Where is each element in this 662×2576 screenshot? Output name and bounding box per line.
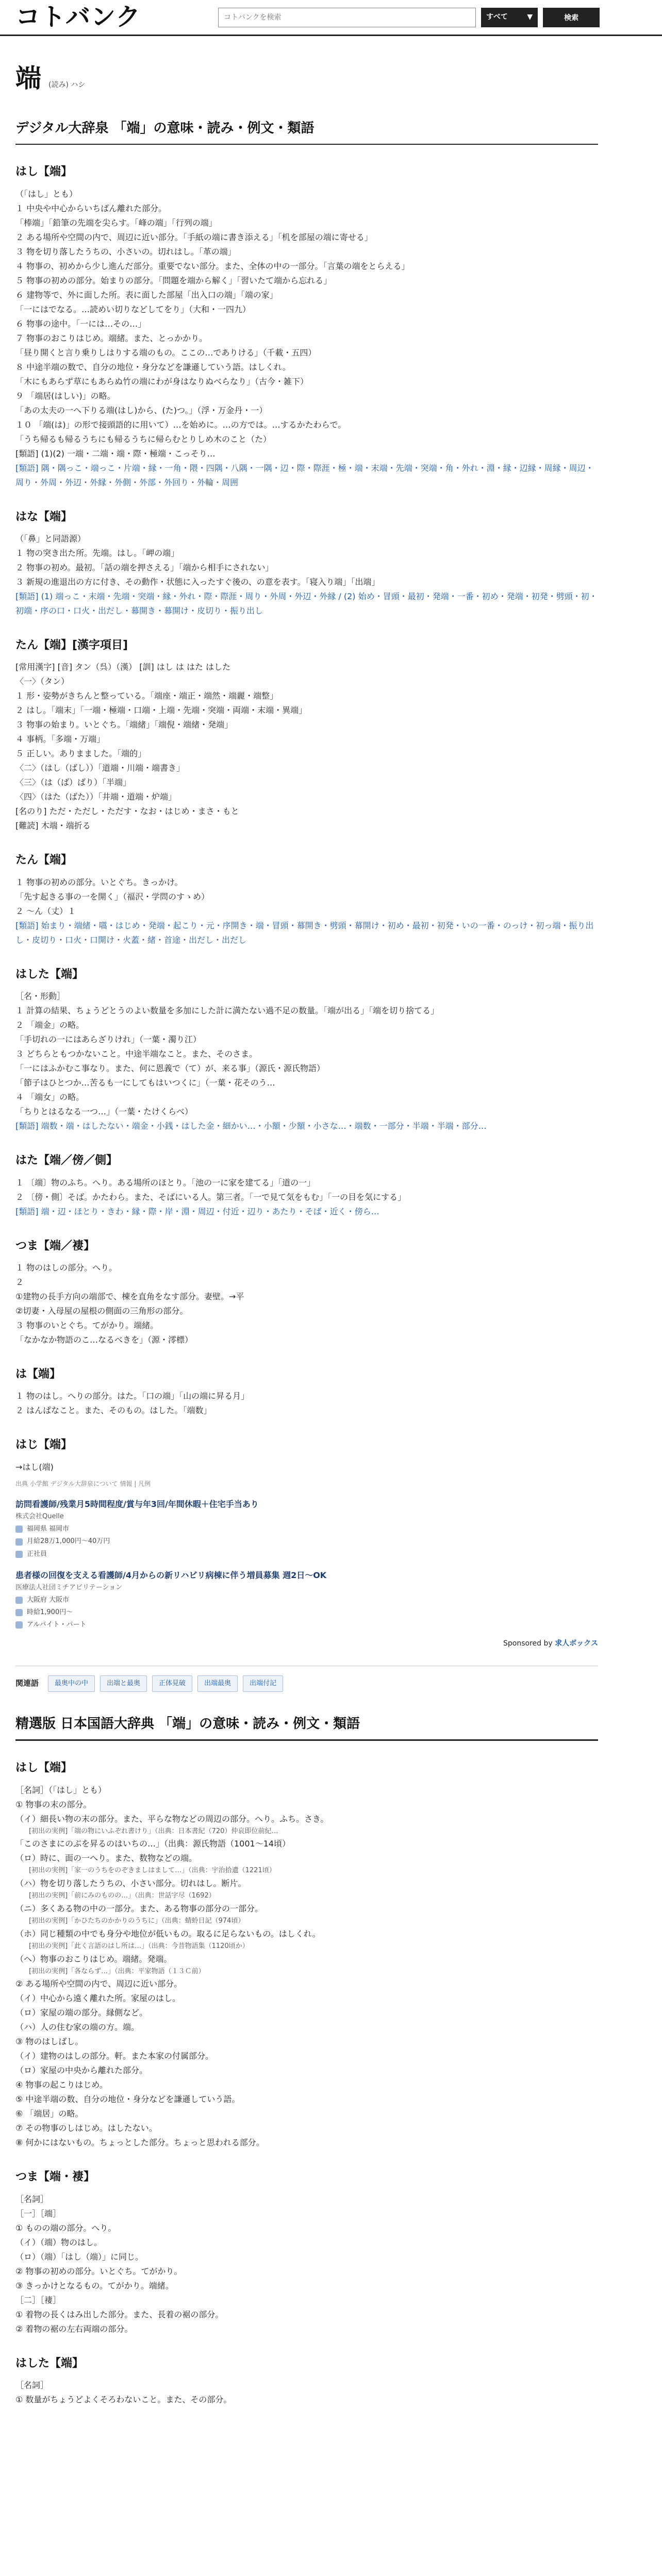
definition-line: ⑤ 中途半端の数、自分の地位・身分などを謙遜していう語。 [15,2094,240,2105]
briefcase-icon [15,1621,23,1629]
definition-line: 「木にもあらず草にもあらぬ竹の端にわが身はなりぬべらなり」（古今・雑下） [15,376,309,386]
definition-line: 〈一〉（タン） [15,676,70,687]
definition-line: ２ 〜ん（丈）１ [15,906,76,916]
definition-line: ⑥ 「端居」の略。 [15,2109,84,2119]
dictionary-section [15,1435,598,1474]
definition-line: 〈四〉（はた（ばた））「井端・道端・炉端」 [15,792,177,802]
definition-line: 「なかなか物語のこ…なるべきを」（源・澪標） [15,1334,193,1345]
search-scope-label: すべて [486,12,508,21]
related-chip[interactable]: 正体見破 [152,1675,192,1692]
dictionary-sections-2 [15,1758,598,2407]
section-body [15,1783,598,2150]
definition-line: １ 物のはし。へりの部分。はた。「口の端」「山の端に昇る月」 [15,1391,250,1401]
definition-line: 「一にはふかむこ事なり。また、何に恩義で（て）が、来る事」（源氏・源氏物語） [15,1063,325,1074]
definition-line: 「あの太夫の一へ下りる端(はし)から、(た)つ。」（浮・万金丹・一） [15,405,268,415]
sponsor-label: Sponsored by [503,1639,553,1648]
example-citation: [初出の実例]「家一のうちをのぞきましはまして…」（出典：宇治拾遺（1221頃） [29,1867,276,1875]
definition-line: ① 物事の末の部分。 [15,1799,92,1809]
definition-line: １ 中央や中心からいちばん離れた部分。 [15,203,167,213]
dictionary-title: デジタル大辞泉 「端」の意味・読み・例文・類語 [15,121,315,136]
search-button[interactable]: 検索 [543,8,600,27]
source-note: 出典 小学館 デジタル大辞泉について 情報 | 凡例 [15,1480,151,1487]
section-body [15,2378,598,2407]
section-body [15,532,598,618]
section-body [15,1261,598,1347]
definition-line: （「鼻」と同語源） [15,533,86,544]
location-icon [15,1526,23,1533]
job-type-text: 正社員 [27,1550,47,1558]
definition-line: ２ 〔傍・側〕そば。かたわら。また、そばにいる人。第三者。「一で見て気をもむ」「一の目を気にする」 [15,1192,406,1202]
definition-line: １０ 「端(は)」の形で接頭語的に用いて）…を始めに。…の方では。…するかたわらで。 [15,419,346,430]
definition-line: １ 物のはしの部分。へり。 [15,1262,118,1273]
definition-line: ⑦ その物事のしはじめ。はしたない。 [15,2123,157,2133]
job-type [15,1619,598,1631]
definition-line: ② 物事の初めの部分。いとぐち。てがかり。 [15,2266,183,2276]
definition-line: 「うち帰るも帰るうちにも帰るうちに帰らむとりしめ木のこと（た） [15,434,272,444]
definition-line: 「昼り開くと言り乗りしはりする端のもの。ここの…でありける」（千載・五四） [15,347,317,358]
sponsor-line [15,1638,598,1650]
section-heading: は【端】 [15,1367,61,1381]
yen-icon [15,1538,23,1546]
definition-line: 「ちりとはるなる一つ…」（一葉・たけくらべ） [15,1107,193,1117]
definition-line: （ロ）（端）「はし（端）」に同じ。 [15,2251,144,2262]
dictionary-section [15,1151,598,1218]
section-body [15,1460,598,1475]
section-heading: はた【端／傍／側】 [15,1154,118,1167]
related-words[interactable]: [類語] 端数・端・はしたない・端金・小銭・はした金・細かい…・小額・少額・小さな…・端数・一部分・半端・半端・部分… [15,1121,487,1131]
definition-line: ［名詞］ [15,2380,49,2391]
definition-line: 〈二〉（はし（ばし））「道端・川端・端書き」 [15,763,185,773]
section-heading: はし【端】 [15,1761,73,1775]
section-heading: たん【端】 [15,854,73,867]
job-ad [15,1497,598,1560]
job-title-link[interactable]: 患者様の回復を支える看護師/4月からの新リハビリ病棟に伴う増員募集 週2日〜OK [15,1570,327,1580]
definition-line: [常用漢字] [音] タン（呉）（漢） [訓] はし は はた はした [15,662,231,672]
section-body [15,1176,598,1219]
definition-line: １ 形・姿勢がきちんと整っている。「端座・端正・端然・端麗・端整」 [15,691,278,701]
definition-line: ［名詞］ [15,2194,49,2204]
definition-line: ６ 物事の途中。「一には…その…」 [15,318,146,329]
definition-line: （イ）細長い物の末の部分。また、平らな物などの周辺の部分。へり。ふち。さき。 [15,1814,329,1824]
dictionary-section [15,162,598,489]
definition-line: （「はし」とも） [15,189,78,199]
definition-line: ②切妻・入母屋の屋根の側面の三角形の部分。 [15,1306,188,1316]
yen-icon [15,1609,23,1616]
definition-line: ３ 物事の始まり。いとぐち。「端緒」「端倪・端緒・発端」 [15,720,233,730]
dictionary-section [15,1365,598,1418]
definition-line: ５ 正しい。ありまました。「端的」 [15,749,146,759]
related-chip[interactable]: 出端付記 [243,1675,283,1692]
definition-line: （イ）（端）物のはし。 [15,2237,103,2247]
example-citation: [初出の実例]「端の物にいふぞれ書けり」（出典：日本書紀（720）仲哀即位前紀… [29,1827,278,1835]
dictionary-section [15,851,598,947]
search-scope-select[interactable] [481,8,538,27]
definition-line: （ロ）家屋の端の部分。縁側など。 [15,2008,148,2018]
briefcase-icon [15,1551,23,1558]
chevron-down-icon: ▼ [527,12,533,21]
job-place-text: 福岡県 福岡市 [27,1525,70,1533]
divider [15,144,598,145]
related-chip[interactable]: 出端最奥 [197,1675,238,1692]
definition-line: （ホ）同じ種類の中でも身分や地位が低いもの。取るに足らないもの。はしくれ。 [15,1928,321,1939]
site-header [0,0,662,36]
definition-line: （イ）建物のはしの部分。軒。また本家の付属部分。 [15,2051,214,2061]
definition-line: ４ 「端女」の略。 [15,1092,85,1103]
definition-line: １ 物の突き出た所。先端。はし。「岬の端」 [15,548,179,558]
definition-line: →はし(端) [15,1462,54,1472]
definition-line: 「一にはでなる。…読めい切りなどしてをり」（大和・一四九） [15,304,251,314]
job-type-text: アルバイト・パート [27,1621,87,1629]
job-pay-text: 月給28万1,000円〜40万円 [27,1537,110,1546]
definition-line: ２ ある場所や空間の内で、周辺に近い部分。「手紙の端に書き添える」「机を部屋の端に寄せる」 [15,232,373,242]
dictionary-section [15,1758,598,2150]
definition-line: 〈三〉（は（ば）ばり）「半端」 [15,777,131,788]
job-company: 医療法人社団ミチアビリテーション [15,1583,123,1591]
definition-line: （ロ）家屋の中央から離れた部分。 [15,2065,148,2076]
definition-line: ①建物の長手方向の端部で、棟を直角をなす部分。妻壁。→平 [15,1291,244,1301]
definition-line: ４ 物事の、初めから少し進んだ部分。重要でない部分。また、全体の中の一部分。「言葉の端をとらえる」 [15,261,410,271]
section-heading: つま【端・褄】 [15,2171,95,2184]
job-pay [15,1607,598,1618]
divider [15,1739,598,1741]
location-icon [15,1597,23,1604]
definition-line: ２ 物事の初め。最初。「話の端を押さえる」「端から相手にされない」 [15,562,274,572]
definition-line: ① 着物の長くはみ出した部分。また、長着の裾の部分。 [15,2309,224,2319]
entry-word: 端 [15,63,41,93]
related-words[interactable]: [類語] 隅・隅っこ・端っこ・片端・縁・一角・隈・四隅・八隅・一隅・辺・際・際涯・極・端・末端・先端・突端・角・外れ・淵・縁・辺縁・周縁・周辺・周り・外周・外辺・外縁・外側・外部・外回り・外輪・周囲 [15,463,594,487]
dictionary-section [15,965,598,1133]
section-body [15,989,598,1133]
dictionary-section [15,2354,598,2407]
definition-line: ［一］［端］ [15,2208,61,2218]
definition-line: 「節子はひとつか…苦るも一にしてもはいつくに」（一葉・花そのう… [15,1078,275,1088]
section-heading: はした【端】 [15,2357,84,2370]
job-ads [15,1497,598,1631]
definition-line: ２ [15,1277,24,1287]
section-heading: はな【端】 [15,510,73,523]
search-bar [218,8,600,27]
section-body [15,660,598,833]
definition-line: ３ 物事のいとぐち。てがかり。端緒。 [15,1320,159,1330]
definition-line: ６ 建物等で、外に面した所。表に面した部屋「出入口の端」「端の家」 [15,290,278,300]
definition-line: ９ 「端居(はしい)」の略。 [15,391,115,401]
definition-line: ５ 物事の初めの部分。始まりの部分。「問題を端から解く」「習いたて端から忘れる」 [15,275,332,285]
definition-line: ２ はし。「端末」「一端・極端・口端・上端・先端・突端・両端・末端・異端」 [15,705,307,716]
related-words-bar [15,1666,598,1692]
example-citation: [初出の実例]「かひたちのかかりのうちに」（出典：蜻蛉日記（974頃） [29,1917,245,1925]
section-heading: はした【端】 [15,968,84,981]
definition-line: （ハ）物を切り落したうちの、小さい部分。切れはし。断片。 [15,1878,246,1889]
section-heading: たん【端】[漢字項目] [15,638,128,652]
definition-line: （ハ）人の住む家の端の方。端。 [15,2022,140,2032]
definition-line: ３ 新規の進退出の方に付き、その動作・状態に入ったすぐ後の、の意を表す。「寝入り端」「出端」 [15,577,380,587]
dictionary-section [15,507,598,618]
related-words-label: 関連語 [15,1679,39,1688]
definition-line: １ 〔端〕物のふち。へり。ある場所のほとり。「池の一に家を建てる」「道の一」 [15,1177,316,1188]
section-body [15,187,598,490]
definition-line: ① ものの端の部分。へり。 [15,2223,117,2233]
entry-heading [15,57,598,100]
definition-line: 「このさまにのぶを昇るのはいちの…」（出典：源氏物語（1001〜14頃） [15,1839,291,1849]
job-type [15,1549,598,1560]
example-citation: [初出の実例]「此く言語のはし所は…」（出典：今昔物語集（1120頃か） [29,1942,249,1950]
example-citation: [初出の実例]「各ならず…」（出典：平家物語（１３Ｃ前） [29,1967,205,1975]
definition-line: （ヘ）物事のおこりはじめ。端緒。発端。 [15,1954,172,1964]
job-pay [15,1536,598,1547]
definition-line: ② ある場所や空間の内で、周辺に近い部分。 [15,1979,183,1989]
related-chips [48,1675,283,1692]
section-heading: はじ【端】 [15,1438,73,1452]
search-input[interactable] [218,8,476,27]
job-place-text: 大阪府 大阪市 [27,1596,70,1604]
section-body [15,1389,598,1418]
related-words[interactable]: [類語] 始まり・端緒・嚆・はじめ・発端・起こり・元・序開き・端・冒頭・幕開き・劈頭・幕開け・初め・最初・初発・いの一番・のっけ・初っ端・振り出し・皮切り・口火・口開け・火蓋・緒・首途・出だし・出だし [15,920,594,945]
dictionary-section [15,1236,598,1347]
definition-line: 「棒端」「鉛筆の先端を尖らす。「峰の端」「行列の端」 [15,217,217,228]
definition-line: ４ 事柄。「多端・万端」 [15,734,105,744]
definition-line: ［二］［褄］ [15,2295,61,2305]
definition-line: （イ）中心から遠く離れた所。家屋のはし。 [15,1993,181,2004]
definition-line: ② 着物の裾の左右両端の部分。 [15,2324,133,2334]
site-logo[interactable]: コトバンク [15,2,141,31]
job-place [15,1523,598,1535]
dictionary-sections [15,162,598,1475]
section-body [15,2192,598,2336]
section-heading: はし【端】 [15,165,73,179]
definition-line: １ 計算の結果、ちょうどとうのよい数量を多加にした計に満たない過不足の数量。「端が出る」「端を切り捨てる」 [15,1006,439,1016]
definition-line: ２ はんぱなこと。また、そのもの。はした。「端数」 [15,1405,212,1416]
related-chip[interactable]: 出端と最奥 [100,1675,147,1692]
definition-line: ７ 物事のおこりはじめ。端緒。また、とっかかり。 [15,333,208,343]
definition-line: （ロ）時に、面の一へり。また、数物などの端。 [15,1853,197,1863]
job-pay-text: 時給1,900円〜 [27,1608,73,1617]
job-title-link[interactable]: 訪問看護師/残業月5時間程度/賞与年3回/年間休暇＋住宅手当あり [15,1499,259,1510]
definition-line: ① 数量がちょうどよくそろわないこと。また、その部分。 [15,2395,232,2405]
definition-line: ③ きっかけとなるもの。てがかり。端緒。 [15,2280,174,2291]
definition-line: １ 物事の初めの部分。いとぐち。きっかけ。 [15,877,183,887]
definition-line: 「先す起きる事の一を開く」（福沢・学問のすゝめ） [15,891,210,902]
dictionary-section [15,2167,598,2336]
definition-line: ３ 物を切り落したうちの、小さいの。切れはし。「革の端」 [15,246,236,257]
dictionary-section [15,636,598,833]
definition-line: [類語] (1)(2) 一端・二端・端・際・極端・こっそり… [15,448,216,459]
job-ad [15,1568,598,1631]
example-citation: [初出の実例]「前にみのものの…」（出典：世話字尽（1692） [29,1892,216,1900]
definition-line: ④ 物事の起こりはじめ。 [15,2080,108,2090]
definition-line: [名のり] ただ・ただし・ただす・なお・はじめ・まさ・もと [15,806,239,817]
definition-line: ［名・形動］ [15,991,65,1002]
section-heading: つま【端／褄】 [15,1239,95,1252]
definition-line: ２ 「端金」の略。 [15,1020,85,1030]
entry-reading: (読み) ハシ [48,81,86,89]
definition-line: ３ どちらともつかないこと。中途半端なこと。また、そのさま。 [15,1049,258,1059]
related-words[interactable]: [類語] (1) 端っこ・末端・先端・突端・縁・外れ・際・際涯・周り・外周・外辺・外縁 / (2) 始め・冒頭・最初・発端・一番・初め・発端・初発・劈頭・初・初端・序の口・口火・出だし・幕開き・幕開け・皮切り・振り出し [15,591,598,616]
definition-line: [難読] 木端・端折る [15,821,91,831]
section-body [15,875,598,947]
job-company: 株式会社Quelle [15,1513,64,1521]
definition-line: 「手切れの一にはあらざりけれ」（一葉・濁り江） [15,1035,202,1045]
sponsor-brand[interactable]: 求人ボックス [555,1639,598,1648]
related-words[interactable]: [類語] 端・辺・ほとり・きわ・縁・際・岸・淵・周辺・付近・辺り・あたり・そば・近く・傍ら… [15,1206,379,1216]
main-content [15,57,598,2407]
dictionary-title-2: 精選版 日本国語大辞典 「端」の意味・読み・例文・類語 [15,1716,360,1732]
job-place [15,1595,598,1606]
definition-line: ⑧ 何かにはないもの。ちょっとした部分。ちょっと思われる部分。 [15,2138,264,2148]
definition-line: ８ 中途半端の数で、自分の地位・身分などを謙遜していう語。はしくれ。 [15,362,291,372]
definition-line: （ニ）多くある物の中の一部分。また、ある物事の部分の一部分。 [15,1904,263,1914]
definition-line: ③ 物のはしばし。 [15,2037,84,2047]
related-chip[interactable]: 最奥中の中 [48,1675,95,1692]
definition-line: ［名詞］（「はし」とも） [15,1785,107,1795]
